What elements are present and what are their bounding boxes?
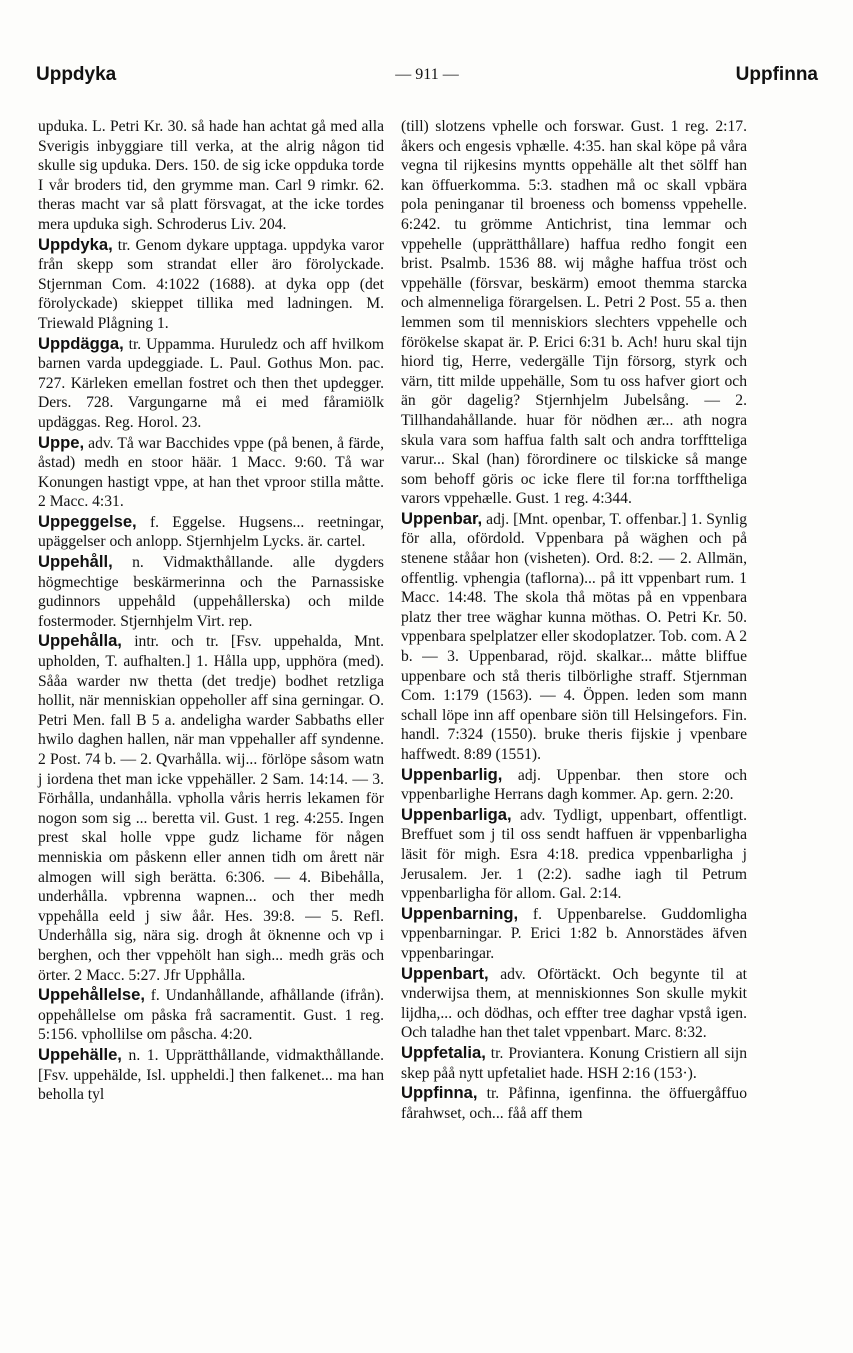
dictionary-entry [401,964,747,1043]
entry-text: f. Undanhållande, afhållande (ifrån). oppehållelse om påska frå sacramentit. Gust. 1 reg. 5:156. vphollilse om påscha. 4:20. [38,987,384,1044]
entry-text: n. Vidmakthållande. alle dygders högmechtige beskärmerinna och the Parnassiske gudinnors uppehåld (uppehållerska) och milde fostermoder. Stjernhjelm Virt. rep. [38,554,384,630]
dictionary-entry [401,1043,747,1083]
dictionary-entry [401,805,747,904]
entry-headword: Uppdyka, [38,234,113,254]
running-header [36,64,818,90]
dictionary-entry [401,765,747,805]
entry-text: adj. [Mnt. openbar, T. offenbar.] 1. Synlig för alla, ofördold. Vppenbara på wäghen och på stenene stååar hon (visheten). Ord. 8:2. — 2. Allmän, offentlig. vphengia (taflorna)... på itt vppenbart rum. 1 Macc. 14:48. The skola thå mötas på en vppenbara platz ther tree wäghar kunna möthas. O. Petri Kr. 50. vppenbara spelplatzer eller skodoplatzer. Tob. com. A 2 b. — 3. Uppenbarad, röjd. skalkar... måtte bliffue uppenbare och stå theris tilbörlighe straff. Stjernman Com. 1:179 (1563). — 4. Öppen. leden som mann schall löpe inn aff openbare siön till Helsingefors. Fin. handl. 7:324 (1550). bruke theris fijskie j vpenbare haffwedt. 8:89 (1551). [401,510,747,763]
entry-text: intr. och tr. [Fsv. uppehalda, Mnt. upholden, T. aufhalten.] 1. Hålla upp, upphöra (med). Sååa warder nw thetta (det tredje) bodhet retzliga hollit, när menniskian oppeholler aff sina gerningar. O. Petri Men. fall B 5 a. andeligha warder Sabbaths eller hwilo daghen hallen, när man vppehaller aff syndenne. 2 Post. 74 b. — 2. Qvarhålla. wij... förlöpe såsom watn j iordena thet man icke vppehäller. 2 Sam. 14:14. — 3. Förhålla, undanhålla. vpholla våris herris lekamen för nogon som sig ... beretta vil. Gust. 1 reg. 4:255. Ingen prest skal holle vppe gudz lichame för någen menniskia om påskenn eller annen tidh om årett när almogen will sigh berätta. 6:306. — 4. Bibehålla, underhålla. vpbrenna wapnen... och ther medh vppehålla eeld j siw åår. Hes. 39:8. — 5. Refl. Underhålla sig, nära sig. drogh åt öknenne och vp i berghen, och ther vppehölt han sigh... medh gräs och örter. 2 Macc. 5:27. Jfr Upphålla. [38,633,384,984]
entry-headword: Uppfetalia, [401,1042,486,1062]
entry-headword: Uppenbart, [401,963,489,983]
dictionary-entry [401,1083,747,1123]
entry-headword: Uppe, [38,432,85,452]
entry-text: adv. Tå war Bacchides vppe (på benen, å färde, åstad) medh en stoor häär. 1 Macc. 9:60. Tå war Konungen hastigt vppe, at han thet vproor stilla måtte. 2 Macc. 4:31. [38,434,384,511]
entry-text: tr. Proviantera. Konung Cristiern all sijn skep påå nytt upfetaliet hade. HSH 2:16 (153·). [401,1044,747,1082]
dictionary-entry [38,985,384,1045]
dictionary-entry [38,1045,384,1105]
dictionary-entry [401,509,747,765]
entry-text: adv. Tydligt, uppenbart, offentligt. Breffuet som j til oss sendt haffuen är vppenbarligha läsit för migh. Esra 4:18. predica vppenbarligha j Jerusalem. Jer. 1 (2:2). sadhe iagh til Petrum vppenbarligha för allom. Gal. 2:14. [401,806,747,903]
entry-headword: Uppdägga, [38,333,124,353]
dictionary-entry [38,552,384,631]
entry-text: tr. Genom dykare upptaga. uppdyka varor från skepp som strandat eller äro förolyckade. Stjernman Com. 4:1022 (1688). at dyka opp (det förolyckade) skieppet tillika med ladningen. M. Triewald Plågning 1. [38,236,384,332]
entry-text: adv. Oförtäckt. Och begynte til at vnderwijsa them, at menniskionnes Son skulle mykit lijdha,... och dödhas, och effter tree daghar vpstå igen. Och taladhe han thet talet vppenbart. Marc. 8:32. [401,965,747,1042]
left-column [38,116,384,1105]
entry-text: n. 1. Upprätthållande, vidmakthållande. [Fsv. uppehälde, Isl. uppheldi.] then falkenet... ma han beholla tyl [38,1046,384,1104]
dictionary-entry [38,116,384,235]
entry-headword: Uppfinna, [401,1083,478,1103]
dictionary-entry [401,904,747,964]
entry-headword: Uppenbar, [401,508,483,528]
right-column [401,116,747,1123]
dictionary-entry [38,631,384,985]
entry-headword: Uppehåll, [38,552,113,572]
entry-text: upduka. L. Petri Kr. 30. så hade han achtat gå med alla Sverigis inbyggiare till verka, at the alrig någon tid skulle sig upduka. Ders. 150. de sig icke oppduka torde I vår broders tid, den grymme man. Carl 9 rimkr. 62. theras macht var så platt försvagat, at the icke tordes mera upduka sigh. Schroderus Liv. 204. [38,118,384,233]
entry-text: f. Uppenbarelse. Guddomligha vppenbarningar. P. Erici 1:82 b. Annorstädes äfven vppenbaringar. [401,905,747,962]
dictionary-entry [38,512,384,552]
dictionary-entry [38,235,384,334]
entry-headword: Uppehålla, [38,631,122,651]
entry-text: tr. Uppamma. Huruledz och aff hvilkom barnen varda updeggiade. L. Paul. Gothus Mon. pac. 727. Kärleken emellan fostret och then thet updegger. Ders. 728. Vargungarne må ei med fåramiölk updäggas. Reg. Horol. 23. [38,335,384,431]
entry-text: adj. Uppenbar. then store och vppenbarlighe Herrans dagh kommer. Ap. gern. 2:20. [401,766,747,804]
entry-headword: Uppenbarlig, [401,764,503,784]
dictionary-entry [38,433,384,512]
entry-text: tr. Påfinna, igenfinna. the öffuergåffuo fårahwset, och... fåå aff them [401,1085,747,1122]
entry-text: (till) slotzens vphelle och forswar. Gust. 1 reg. 2:17. åkers och engesis vphælle. 4:35. han skal köpe på våra vegna til rijkesins myntts oppehälle alt thet sölff han kan öffuerkomma. 5:3. stadhen må oc skall vpbära pola peninganar til broeness och bomenss vppehelle. 6:242. tu grömme Antichrist, tina lemmar och vppehelle (upprätthållare) haffua redho fongit een brist. Psalmb. 1536 88. wij måghe haffua tröst och vppehälle (försvar, beskärm) emoot themma starcka och almenneliga förargelsen. L. Petri 2 Post. 55 a. then lemmen som til menniskiors slechters vppehelle och förökelse skapat är. P. Erici 6:31 b. Ach! huru skal tijn hiord tig, Herre, vedergälle Tijn försorg, styrk och värn, titt milde uppehälle, Som tu oss hafver giort och än gör dagelig? Stjernhjelm Jubelsång. — 2. Tillhandahållande. huar för nödhen ær... ath nogra skula vara som haffua falth salt och andra torfftteliga varur... Skal (han) förordinere oc tilskicke så mange som behoff göris oc icke flere til for:na torfftheliga varors vppehælle. Gust. 1 reg. 4:344. [401,118,747,508]
header-first-word: Uppdyka [36,64,117,85]
entry-text: f. Eggelse. Hugsens... reetningar, upäggelser och anlopp. Stjernhjelm Lycks. är. cartel. [38,513,384,551]
entry-headword: Uppeggelse, [38,511,137,531]
dictionary-entry [38,334,384,433]
entry-headword: Uppenbarliga, [401,804,512,824]
entry-headword: Uppehållelse, [38,985,145,1005]
dictionary-entry [401,116,747,509]
entry-headword: Uppenbarning, [401,903,519,923]
header-last-word: Uppfinna [735,64,818,85]
page-number: — 911 — [395,66,459,83]
entry-headword: Uppehälle, [38,1044,122,1064]
